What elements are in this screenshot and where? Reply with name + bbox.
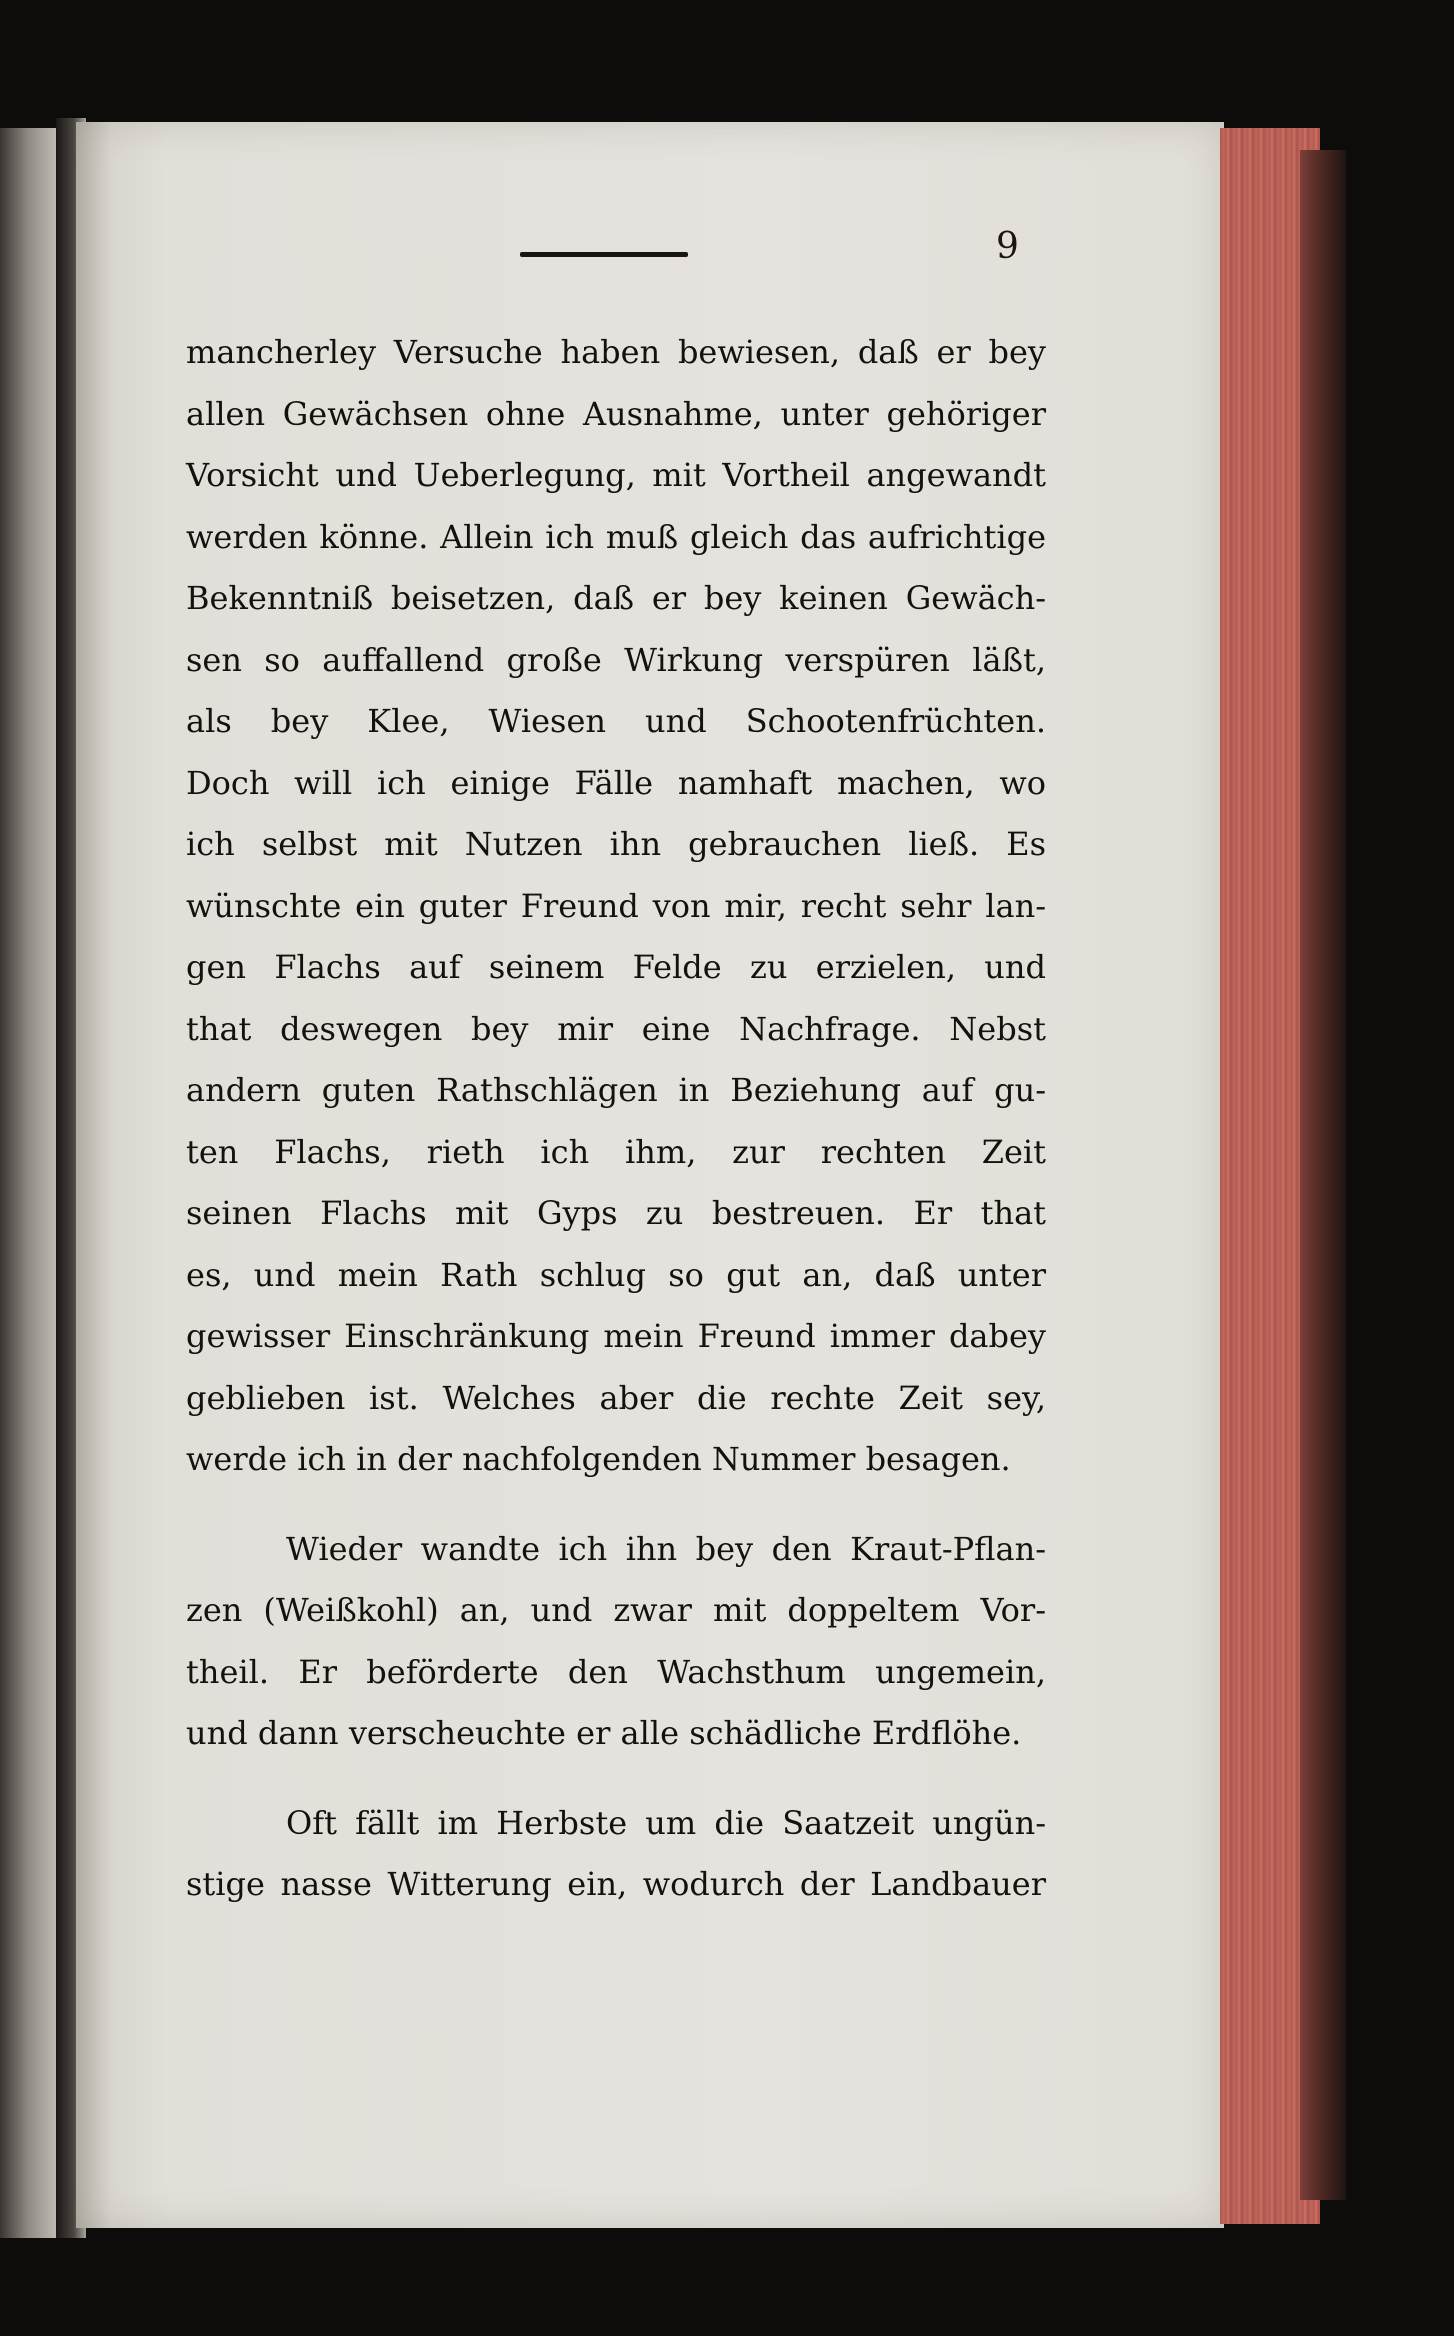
text-line: gen Flachs auf seinem Felde zu erzielen, und [186, 948, 1046, 986]
text-line: Doch will ich einige Fälle namhaft machen, wo [186, 763, 1046, 802]
text-line: ich selbst mit Nutzen ihn gebrauchen ließ. Es [186, 825, 1046, 863]
page-text [186, 322, 1046, 1916]
text-line: geblieben ist. Welches aber die rechte Zeit sey, [186, 1378, 1046, 1417]
text-line: ten Flachs, rieth ich ihm, zur rechten Zeit [186, 1132, 1046, 1171]
text-line: sen so auffallend große Wirkung verspüren läßt, [186, 640, 1046, 679]
header-rule [520, 252, 688, 257]
text-line: es, und mein Rath schlug so gut an, daß unter [186, 1255, 1046, 1294]
text-line: Bekenntniß beisetzen, daß er bey keinen Gewäch- [186, 579, 1046, 617]
text-line: theil. Er beförderte den Wachsthum ungemein, [186, 1652, 1046, 1691]
text-line: allen Gewächsen ohne Ausnahme, unter gehöriger [186, 394, 1046, 433]
left-page-edge [0, 128, 62, 2238]
text-line: werde ich in der nachfolgenden Nummer besagen. [186, 1440, 1011, 1478]
text-line: und dann verscheuchte er alle schädliche Erdflöhe. [186, 1714, 1022, 1752]
text-line: that deswegen bey mir eine Nachfrage. Nebst [186, 1009, 1046, 1048]
text-line: mancherley Versuche haben bewiesen, daß er bey [186, 333, 1046, 371]
text-line: Oft fällt im Herbste um die Saatzeit ungün- [286, 1803, 1046, 1842]
text-line: stige nasse Witterung ein, wodurch der Landbauer [186, 1865, 1046, 1903]
text-line: Vorsicht und Ueberlegung, mit Vortheil angewandt [186, 456, 1046, 494]
text-line: andern guten Rathschlägen in Beziehung auf gu- [186, 1071, 1046, 1109]
text-line: gewisser Einschränkung mein Freund immer dabey [186, 1317, 1046, 1355]
text-line: zen (Weißkohl) an, und zwar mit doppeltem Vor- [186, 1591, 1046, 1629]
page-edge-shadow [1300, 150, 1346, 2200]
paragraph-gap [186, 1491, 1046, 1519]
paragraph-gap [186, 1765, 1046, 1793]
text-line: werden könne. Allein ich muß gleich das aufrichtige [186, 517, 1046, 556]
text-line: als bey Klee, Wiesen und Schootenfrüchten. [186, 702, 1046, 740]
page-number: 9 [996, 226, 1019, 267]
text-line: seinen Flachs mit Gyps zu bestreuen. Er that [186, 1194, 1046, 1232]
text-line: wünschte ein guter Freund von mir, recht sehr lan- [186, 886, 1046, 925]
text-line: Wieder wandte ich ihn bey den Kraut-Pflan- [286, 1529, 1046, 1568]
